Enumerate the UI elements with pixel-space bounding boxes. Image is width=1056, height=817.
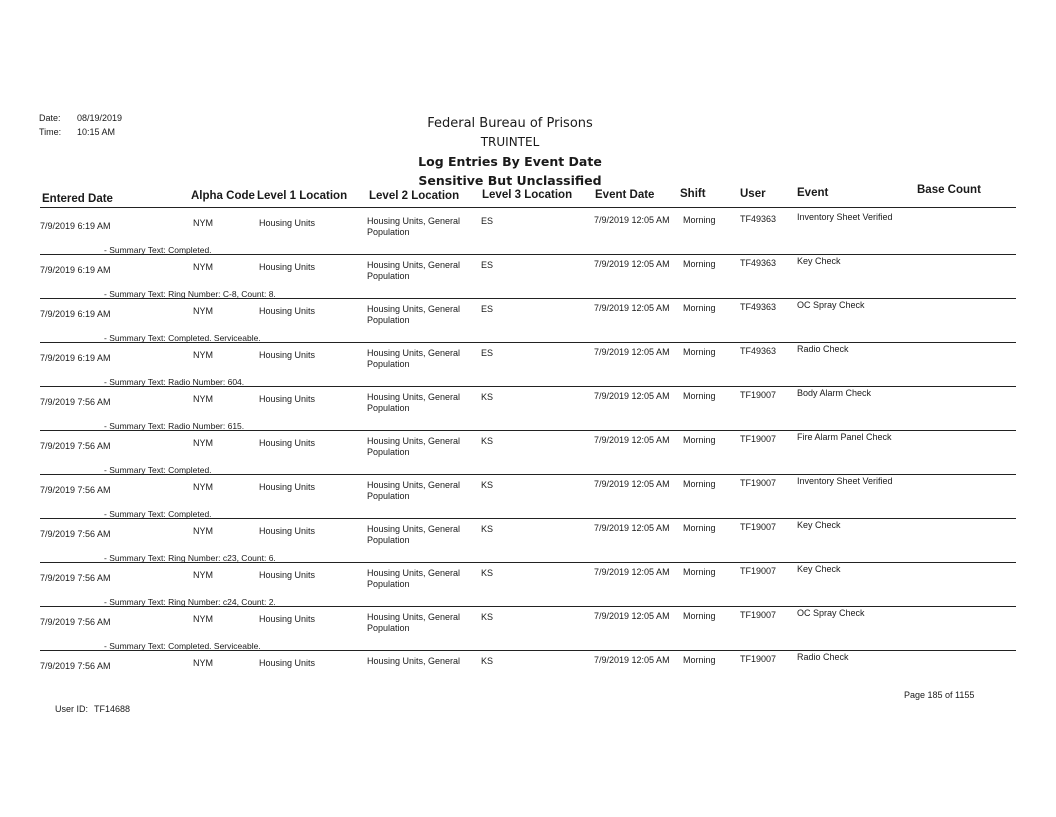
cell-user: TF19007 [740, 566, 777, 576]
cell-shift: Morning [683, 523, 716, 533]
row-rule [40, 386, 1016, 387]
cell-level3-location: KS [481, 568, 494, 578]
cell-level3-location: KS [481, 436, 494, 446]
cell-shift: Morning [683, 567, 716, 577]
cell-shift: Morning [683, 655, 716, 665]
col-base-count: Base Count [917, 184, 981, 196]
summary-text: - Summary Text: Completed. [104, 465, 212, 475]
table-row [40, 388, 1016, 432]
table-row [40, 652, 1016, 696]
row-rule [40, 298, 1016, 299]
cell-user: TF49363 [740, 302, 777, 312]
cell-level3-location: ES [481, 260, 494, 270]
cell-level2-location: Housing Units, General [367, 656, 461, 666]
row-rule [40, 342, 1016, 343]
cell-event-date: 7/9/2019 12:05 AM [594, 655, 670, 665]
cell-level3-location: ES [481, 304, 494, 314]
cell-alpha-code: NYM [193, 394, 213, 404]
cell-level1-location: Housing Units [259, 570, 316, 580]
cell-event: OC Spray Check [797, 300, 865, 310]
table-header [40, 184, 1016, 211]
cell-event-date: 7/9/2019 12:05 AM [594, 523, 670, 533]
system-title: TRUINTEL [480, 135, 540, 149]
report-title: Log Entries By Event Date [418, 154, 602, 169]
col-level3-location: Level 3 Location [482, 189, 573, 201]
summary-text: - Summary Text: Completed. Serviceable. [104, 333, 261, 343]
cell-event: Inventory Sheet Verified [797, 212, 893, 222]
cell-user: TF19007 [740, 390, 777, 400]
cell-level1-location: Housing Units [259, 262, 316, 272]
cell-user: TF19007 [740, 522, 777, 532]
cell-alpha-code: NYM [193, 350, 213, 360]
summary-text: - Summary Text: Completed. [104, 245, 212, 255]
cell-shift: Morning [683, 303, 716, 313]
cell-user: TF19007 [740, 434, 777, 444]
cell-level2-location: Housing Units, General Population [367, 612, 461, 633]
summary-text: - Summary Text: Ring Number: c24, Count: 2. [104, 597, 276, 607]
cell-level1-location: Housing Units [259, 658, 316, 668]
date-label: Date: [39, 113, 61, 123]
col-alpha-code: Alpha Code [191, 190, 255, 202]
row-rule [40, 518, 1016, 519]
cell-level3-location: ES [481, 216, 494, 226]
cell-event-date: 7/9/2019 12:05 AM [594, 303, 670, 313]
report-time [39, 127, 115, 137]
cell-entered-date: 7/9/2019 7:56 AM [40, 661, 111, 671]
cell-entered-date: 7/9/2019 6:19 AM [40, 221, 111, 231]
summary-text: - Summary Text: Radio Number: 615. [104, 421, 245, 431]
row-rule [40, 650, 1016, 651]
cell-alpha-code: NYM [193, 482, 213, 492]
table-row [40, 476, 1016, 520]
report-date [39, 113, 122, 123]
cell-level1-location: Housing Units [259, 438, 316, 448]
cell-shift: Morning [683, 391, 716, 401]
cell-shift: Morning [683, 259, 716, 269]
row-rule [40, 254, 1016, 255]
col-entered-date: Entered Date [42, 193, 113, 205]
cell-event: Body Alarm Check [797, 388, 872, 398]
table-row [40, 564, 1016, 608]
footer-user-id [55, 704, 130, 714]
cell-entered-date: 7/9/2019 7:56 AM [40, 529, 111, 539]
cell-event: Radio Check [797, 652, 849, 662]
cell-level3-location: KS [481, 392, 494, 402]
cell-alpha-code: NYM [193, 218, 213, 228]
cell-entered-date: 7/9/2019 7:56 AM [40, 485, 111, 495]
cell-event: Key Check [797, 564, 841, 574]
cell-entered-date: 7/9/2019 7:56 AM [40, 397, 111, 407]
cell-event: Radio Check [797, 344, 849, 354]
cell-shift: Morning [683, 215, 716, 225]
cell-level3-location: KS [481, 656, 494, 666]
cell-entered-date: 7/9/2019 7:56 AM [40, 573, 111, 583]
header-rule [40, 207, 1016, 208]
cell-level1-location: Housing Units [259, 350, 316, 360]
cell-alpha-code: NYM [193, 306, 213, 316]
cell-level1-location: Housing Units [259, 526, 316, 536]
table-row [40, 608, 1016, 652]
table-row [40, 256, 1016, 300]
col-level2-location: Level 2 Location [369, 190, 460, 202]
cell-event-date: 7/9/2019 12:05 AM [594, 611, 670, 621]
cell-event: OC Spray Check [797, 608, 865, 618]
cell-entered-date: 7/9/2019 7:56 AM [40, 617, 111, 627]
user-id-label: User ID: [55, 704, 89, 714]
cell-level2-location: Housing Units, General Population [367, 480, 461, 501]
cell-entered-date: 7/9/2019 6:19 AM [40, 353, 111, 363]
row-rule [40, 562, 1016, 563]
report-title-block [400, 114, 620, 190]
row-rule [40, 474, 1016, 475]
summary-text: - Summary Text: Ring Number: c23, Count: 6. [104, 553, 276, 563]
table-row [40, 432, 1016, 476]
cell-level3-location: KS [481, 480, 494, 490]
classification-label: Sensitive But Unclassified [418, 173, 602, 188]
cell-entered-date: 7/9/2019 7:56 AM [40, 441, 111, 451]
summary-text: - Summary Text: Completed. Serviceable. [104, 641, 261, 651]
cell-level2-location: Housing Units, General Population [367, 216, 461, 237]
cell-alpha-code: NYM [193, 614, 213, 624]
cell-user: TF49363 [740, 214, 777, 224]
cell-event-date: 7/9/2019 12:05 AM [594, 215, 670, 225]
cell-event-date: 7/9/2019 12:05 AM [594, 347, 670, 357]
cell-event-date: 7/9/2019 12:05 AM [594, 391, 670, 401]
cell-user: TF19007 [740, 478, 777, 488]
cell-level2-location: Housing Units, General Population [367, 348, 461, 369]
cell-level3-location: KS [481, 612, 494, 622]
cell-event: Fire Alarm Panel Check [797, 432, 892, 442]
time-label: Time: [39, 127, 62, 137]
col-event-date: Event Date [595, 189, 655, 201]
summary-text: - Summary Text: Ring Number: C-8, Count: 8. [104, 289, 276, 299]
table-row [40, 212, 1016, 256]
user-id-value: TF14688 [94, 704, 131, 714]
cell-event-date: 7/9/2019 12:05 AM [594, 479, 670, 489]
summary-text: - Summary Text: Radio Number: 604. [104, 377, 245, 387]
page-number: Page 185 of 1155 [904, 690, 975, 700]
date-value: 08/19/2019 [77, 113, 123, 123]
cell-level1-location: Housing Units [259, 614, 316, 624]
cell-shift: Morning [683, 479, 716, 489]
table-row [40, 520, 1016, 564]
cell-event: Inventory Sheet Verified [797, 476, 893, 486]
col-shift: Shift [680, 188, 706, 200]
agency-title: Federal Bureau of Prisons [427, 116, 593, 131]
cell-shift: Morning [683, 611, 716, 621]
cell-level3-location: KS [481, 524, 494, 534]
cell-level1-location: Housing Units [259, 218, 316, 228]
log-table-body [40, 212, 1016, 696]
row-rule [40, 606, 1016, 607]
cell-level1-location: Housing Units [259, 394, 316, 404]
cell-user: TF19007 [740, 654, 777, 664]
cell-level2-location: Housing Units, General Population [367, 436, 461, 457]
cell-user: TF49363 [740, 346, 777, 356]
cell-event-date: 7/9/2019 12:05 AM [594, 259, 670, 269]
summary-text: - Summary Text: Completed. [104, 509, 212, 519]
cell-event: Key Check [797, 520, 841, 530]
col-event: Event [797, 187, 829, 199]
cell-entered-date: 7/9/2019 6:19 AM [40, 265, 111, 275]
table-row [40, 300, 1016, 344]
table-row [40, 344, 1016, 388]
time-value: 10:15 AM [77, 127, 116, 137]
cell-alpha-code: NYM [193, 658, 213, 668]
cell-entered-date: 7/9/2019 6:19 AM [40, 309, 111, 319]
cell-alpha-code: NYM [193, 526, 213, 536]
cell-event: Key Check [797, 256, 841, 266]
cell-level2-location: Housing Units, General Population [367, 568, 461, 589]
cell-level1-location: Housing Units [259, 306, 316, 316]
cell-user: TF49363 [740, 258, 777, 268]
cell-user: TF19007 [740, 610, 777, 620]
cell-event-date: 7/9/2019 12:05 AM [594, 435, 670, 445]
cell-event-date: 7/9/2019 12:05 AM [594, 567, 670, 577]
cell-alpha-code: NYM [193, 262, 213, 272]
cell-level3-location: ES [481, 348, 494, 358]
cell-level1-location: Housing Units [259, 482, 316, 492]
cell-alpha-code: NYM [193, 438, 213, 448]
cell-shift: Morning [683, 435, 716, 445]
cell-level2-location: Housing Units, General Population [367, 304, 461, 325]
row-rule [40, 430, 1016, 431]
col-level1-location: Level 1 Location [257, 190, 348, 202]
col-user: User [740, 188, 766, 200]
cell-level2-location: Housing Units, General Population [367, 524, 461, 545]
cell-shift: Morning [683, 347, 716, 357]
cell-level2-location: Housing Units, General Population [367, 392, 461, 413]
cell-alpha-code: NYM [193, 570, 213, 580]
cell-level2-location: Housing Units, General Population [367, 260, 461, 281]
